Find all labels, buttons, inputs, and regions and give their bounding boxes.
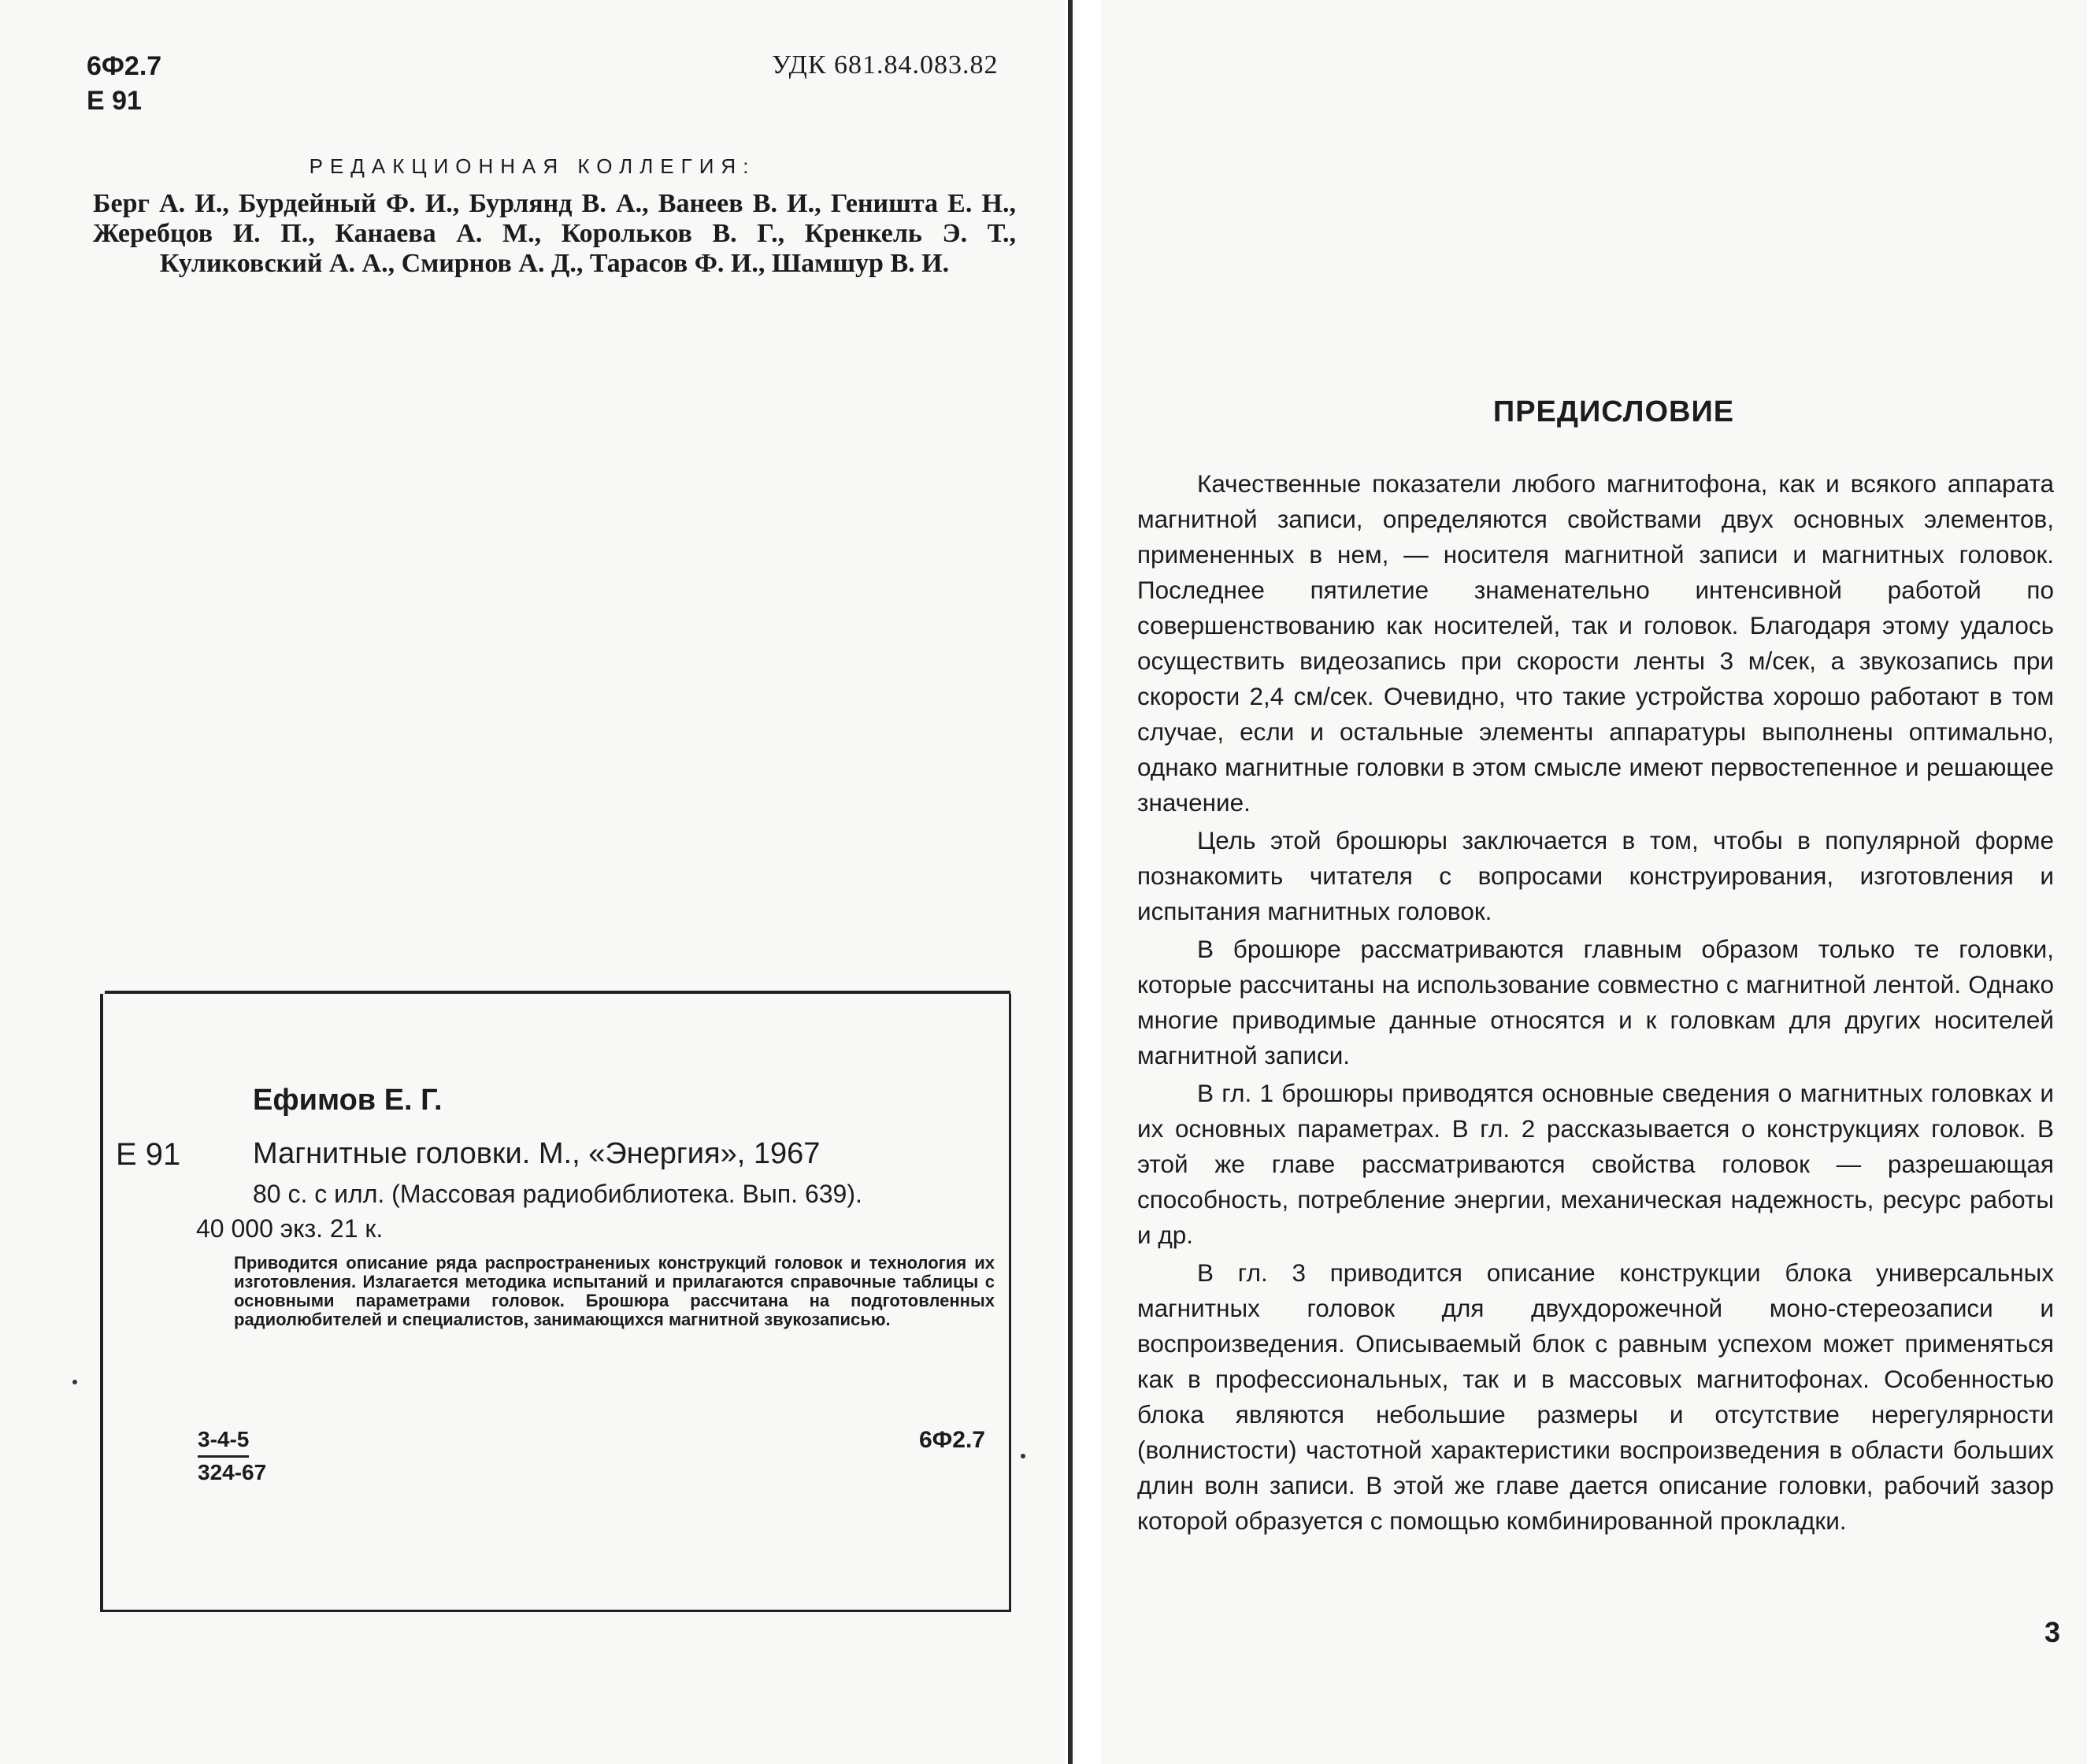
preface-paragraph: В брошюре рассматриваются главным образом только те головки, которые рассчитаны на использование совместно с магнитной лентой. Однако многие приводимые данные относятся и к головкам для других носителей магнитной записи. <box>1137 935 2054 1069</box>
classification-code: 6Ф2.7 <box>87 51 162 81</box>
gutter-shadow <box>1068 0 1073 1764</box>
page-number: 3 <box>2044 1616 2061 1648</box>
card-classification: 6Ф2.7 <box>919 1427 985 1453</box>
card-author: Ефимов Е. Г. <box>253 1084 443 1117</box>
card-code: Е 91 <box>116 1137 181 1172</box>
editorial-board-members: Берг А. И., Бурдейный Ф. И., Бурлянд В. А., Ванеев В. И., Геништа Е. Н., Жеребцов И. П., Канаева А. М., Корольков В. Г., Кренкель Э. Т., Куликовский А. А., Смирнов А. Д., Тарасов Ф. И., Шамшур В. И. <box>93 189 1016 278</box>
editorial-board-title: РЕДАКЦИОННАЯ КОЛЛЕГИЯ: <box>309 154 756 178</box>
preface-paragraph: В гл. 1 брошюры приводятся основные сведения о магнитных головках и их основных параметрах. В гл. 2 рассказывается о конструкциях головок. В этой же главе рассматриваются свойства головок — разрешающая способность, потребление энергии, механическая надежность, ресурс работы и др. <box>1137 1079 2054 1249</box>
preface-paragraph: Цель этой брошюры заключается в том, чтобы в популярной форме познакомить читателя с вопросами конструирования, изготовления и испытания магнитных головок. <box>1137 826 2054 925</box>
print-speck <box>72 1380 77 1384</box>
preface-body <box>1137 466 2054 1541</box>
print-speck <box>1021 1454 1025 1458</box>
right-page <box>1101 0 2087 1764</box>
card-pages: 80 с. с илл. (Массовая радиобиблиотека. Вып. 639). <box>253 1180 862 1208</box>
card-title: Магнитные головки. М., «Энергия», 1967 <box>253 1137 821 1170</box>
preface-title: ПРЕДИСЛОВИЕ <box>1492 395 1735 428</box>
preface-paragraph: В гл. 3 приводится описание конструкции блока универсальных магнитных головок для двухдорожечной моно-стереозаписи и воспроизведения. Описываемый блок с равным успехом может применяться как в профессиональных, так и в массовых магнитофонах. Особенностью блока являются небольшие размеры и отсутствие нерегулярности (волнистости) частотной характеристики воспроизведения в области больших длин волн записи. В этой же главе дается описание головки, рабочий зазор которой образуется с помощью комбинированной прокладки. <box>1137 1258 2054 1535</box>
classification-codes <box>87 49 161 118</box>
card-index-top: 3-4-5 <box>198 1427 249 1458</box>
author-mark: Е 91 <box>87 86 142 116</box>
card-copies: 40 000 экз. 21 к. <box>196 1214 384 1243</box>
card-index-bottom: 324-67 <box>198 1460 267 1484</box>
card-abstract: Приводится описание ряда распространениых конструкций головок и технология их изготовления. Излагается методика испытаний и прилагаются справочные таблицы с основными параметрами головок. Брошюра рассчитана на подготовленных радиолюбителей и специалистов, занимающихся магнитной звукозаписью. <box>234 1253 995 1329</box>
preface-paragraph: Качественные показатели любого магнитофона, как и всякого аппарата магнитной записи, определяются свойствами двух основных элементов, примененных в нем, — носителя магнитной записи и магнитных головок. Последнее пятилетие знаменательно интенсивной работой по совершенствованию как носителей, так и головок. Благодаря этому удалось осуществить видеозапись при скорости ленты 3 м/сек, а звукозапись при скорости 2,4 см/сек. Очевидно, что такие устройства хорошо работают в том случае, если и остальные элементы аппаратуры выполнены оптимально, однако магнитные головки в этом смысле имеют первостепенное и решающее значение. <box>1137 469 2054 817</box>
catalog-card <box>100 994 1011 1612</box>
udk-code: УДК 681.84.083.82 <box>772 50 999 80</box>
